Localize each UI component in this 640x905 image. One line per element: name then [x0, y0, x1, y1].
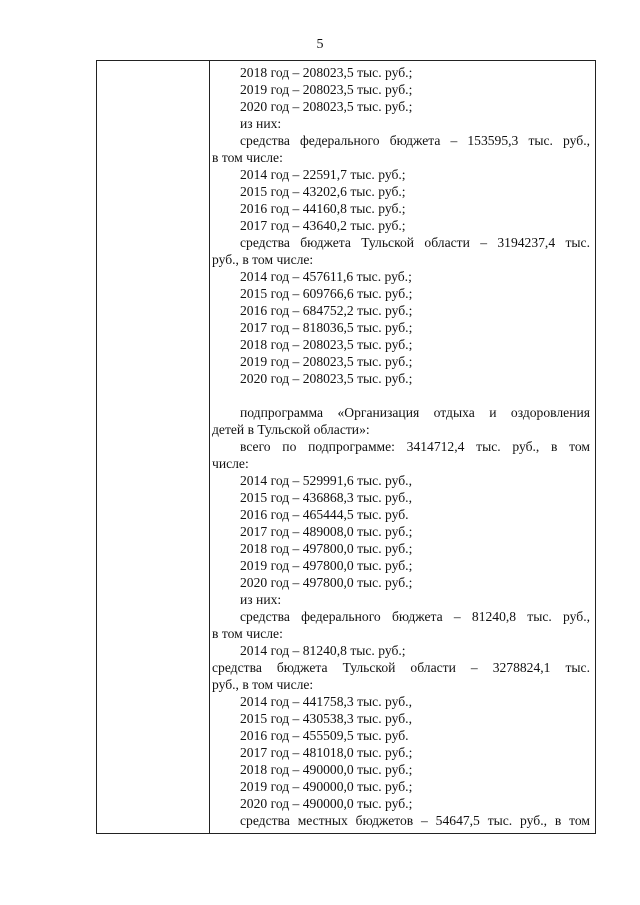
regional-budget-line-cont: руб., в том числе:: [212, 252, 314, 267]
year-line: 2019 год – 208023,5 тыс. руб.;: [240, 354, 413, 369]
table-content-cell: [212, 64, 590, 829]
federal-budget-line-cont: в том числе:: [212, 626, 283, 641]
year-line: 2017 год – 818036,5 тыс. руб.;: [240, 320, 413, 335]
column-divider: [209, 61, 210, 833]
subprogram-total-line: всего по подпрограмме: 3414712,4 тыс. руб., в том: [240, 439, 590, 454]
year-line: 2016 год – 684752,2 тыс. руб.;: [240, 303, 413, 318]
year-line: 2018 год – 497800,0 тыс. руб.;: [240, 541, 413, 556]
federal-budget-line-cont: в том числе:: [212, 150, 283, 165]
year-line: 2015 год – 43202,6 тыс. руб.;: [240, 184, 406, 199]
page-number: 5: [316, 37, 324, 52]
year-line: 2020 год – 208023,5 тыс. руб.;: [240, 99, 413, 114]
year-line: 2017 год – 43640,2 тыс. руб.;: [240, 218, 406, 233]
year-line: 2014 год – 529991,6 тыс. руб.,: [240, 473, 412, 488]
year-line: 2014 год – 457611,6 тыс. руб.;: [240, 269, 412, 284]
year-line: 2016 год – 455509,5 тыс. руб.: [240, 728, 409, 743]
year-line: 2015 год – 609766,6 тыс. руб.;: [240, 286, 413, 301]
year-line: 2016 год – 465444,5 тыс. руб.: [240, 507, 409, 522]
year-line: 2017 год – 481018,0 тыс. руб.;: [240, 745, 413, 760]
of-them-label: из них:: [240, 116, 282, 131]
year-line: 2014 год – 441758,3 тыс. руб.,: [240, 694, 412, 709]
year-line: 2015 год – 430538,3 тыс. руб.,: [240, 711, 412, 726]
regional-budget-line: средства бюджета Тульской области – 3278824,1 тыс.: [212, 660, 590, 675]
year-line: 2020 год – 497800,0 тыс. руб.;: [240, 575, 413, 590]
year-line: 2015 год – 436868,3 тыс. руб.,: [240, 490, 412, 505]
year-line: 2018 год – 208023,5 тыс. руб.;: [240, 65, 413, 80]
year-line: 2018 год – 490000,0 тыс. руб.;: [240, 762, 413, 777]
year-line: 2019 год – 208023,5 тыс. руб.;: [240, 82, 413, 97]
subprogram-title-line-cont: детей в Тульской области»:: [212, 422, 370, 437]
year-line: 2019 год – 490000,0 тыс. руб.;: [240, 779, 413, 794]
subprogram-title-line: подпрограмма «Организация отдыха и оздоровления: [240, 405, 590, 420]
of-them-label: из них:: [240, 592, 282, 607]
federal-budget-line: средства федерального бюджета – 153595,3 тыс. руб.,: [240, 133, 590, 148]
regional-budget-line: средства бюджета Тульской области – 3194237,4 тыс.: [240, 235, 590, 250]
year-line: 2014 год – 81240,8 тыс. руб.;: [240, 643, 406, 658]
year-line: 2020 год – 490000,0 тыс. руб.;: [240, 796, 413, 811]
year-line: 2019 год – 497800,0 тыс. руб.;: [240, 558, 413, 573]
year-line: 2016 год – 44160,8 тыс. руб.;: [240, 201, 406, 216]
regional-budget-line-cont: руб., в том числе:: [212, 677, 314, 692]
year-line: 2017 год – 489008,0 тыс. руб.;: [240, 524, 413, 539]
year-line: 2018 год – 208023,5 тыс. руб.;: [240, 337, 413, 352]
year-line: 2020 год – 208023,5 тыс. руб.;: [240, 371, 413, 386]
subprogram-total-line-cont: числе:: [212, 456, 249, 471]
year-line: 2014 год – 22591,7 тыс. руб.;: [240, 167, 406, 182]
local-budget-line: средства местных бюджетов – 54647,5 тыс. руб., в том: [240, 813, 590, 828]
federal-budget-line: средства федерального бюджета – 81240,8 тыс. руб.,: [240, 609, 590, 624]
